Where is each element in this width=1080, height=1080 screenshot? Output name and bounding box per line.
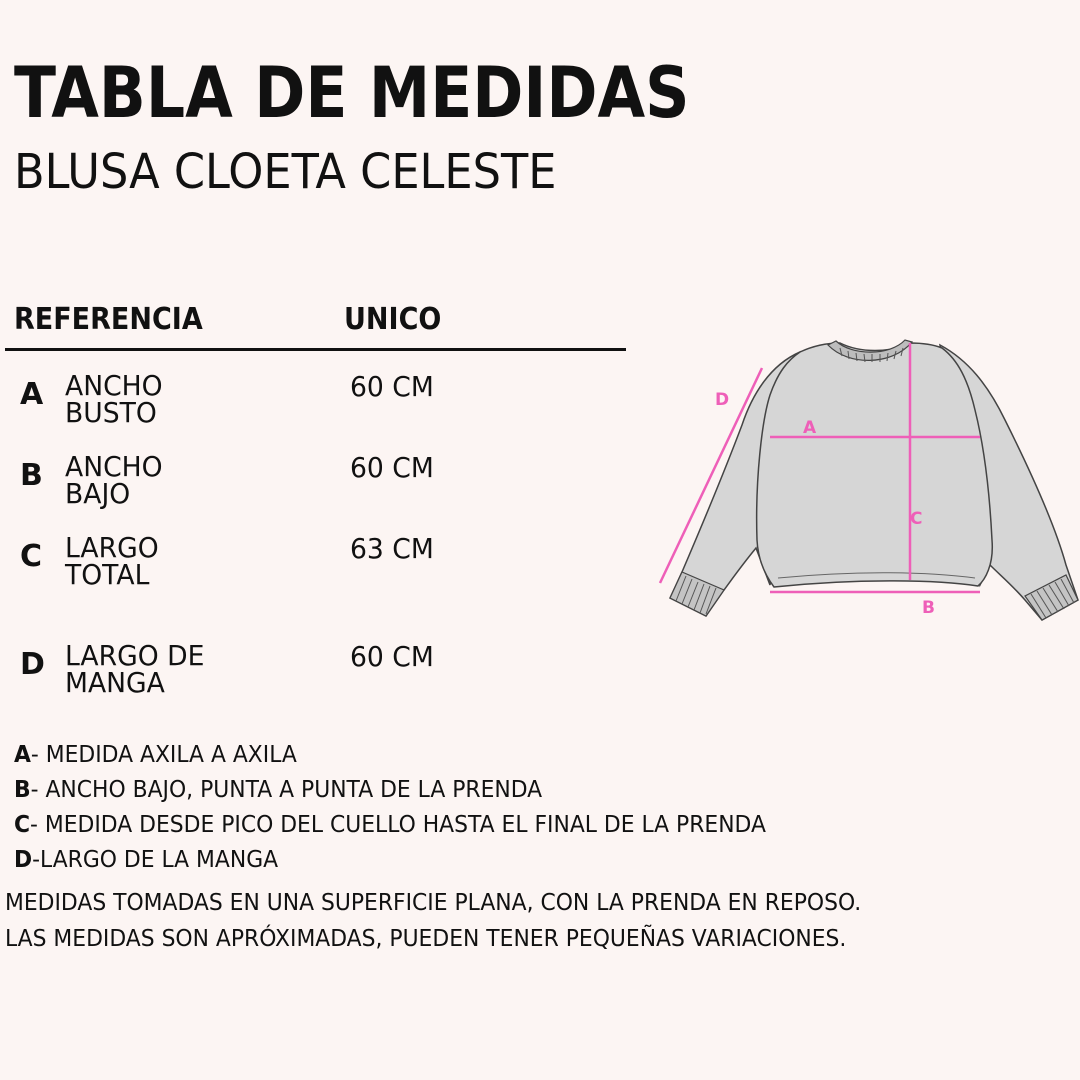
row-label-line1: ANCHO [65,450,163,483]
row-value: 60 CM [350,370,434,403]
column-header-size: UNICO [344,302,442,337]
row-label-line2: BUSTO [65,396,157,429]
row-value: 60 CM [350,451,434,484]
row-letter: A [20,377,44,412]
row-label-line1: LARGO [65,531,159,564]
row-label-line2: BAJO [65,477,131,510]
table-divider [5,348,626,351]
table-row-c [0,531,620,614]
row-value: 60 CM [350,640,434,673]
measure-label-b: B [922,598,935,618]
row-label-line1: ANCHO [65,369,163,402]
row-label [65,639,312,699]
note-a [14,738,766,773]
note-letter: C [14,812,31,838]
table-row-a [0,369,620,452]
measurement-notes [14,738,806,878]
note-letter: D [14,847,33,873]
row-letter: C [20,539,43,574]
note-letter: A [14,742,31,768]
note-d [14,843,766,878]
product-name: BLUSA CLOETA CELESTE [14,144,557,200]
disclaimer [5,885,906,957]
measure-label-d: D [715,390,730,410]
disclaimer-line2: LAS MEDIDAS SON APRÓXIMADAS, PUEDEN TENER PEQUEÑAS VARIACIONES. [5,926,847,952]
page-title: TABLA DE MEDIDAS [14,52,690,134]
note-letter: B [14,777,31,803]
table-row-b [0,450,620,533]
sweater-diagram [650,330,1080,630]
row-letter: B [20,458,43,493]
measure-label-a: A [803,418,817,438]
note-text: - ANCHO BAJO, PUNTA A PUNTA DE LA PRENDA [30,777,543,803]
row-label-line2: TOTAL [65,558,150,591]
disclaimer-line1: MEDIDAS TOMADAS EN UNA SUPERFICIE PLANA, CON LA PRENDA EN REPOSO. [5,890,862,916]
note-text: - MEDIDA AXILA A AXILA [30,742,297,768]
row-label-line2: MANGA [65,666,165,699]
note-b [14,773,766,808]
row-value: 63 CM [350,532,434,565]
row-label-line1: LARGO DE [65,639,205,672]
row-letter: D [20,647,45,682]
note-c [14,808,766,843]
row-label [65,450,312,510]
row-label [65,369,312,429]
row-label [65,531,312,591]
table-row-d [0,639,620,722]
column-header-reference: REFERENCIA [14,302,203,337]
sweater-body [757,343,993,587]
note-text: -LARGO DE LA MANGA [32,847,279,873]
note-text: - MEDIDA DESDE PICO DEL CUELLO HASTA EL FINAL DE LA PRENDA [30,812,766,838]
measure-label-c: C [910,509,923,529]
